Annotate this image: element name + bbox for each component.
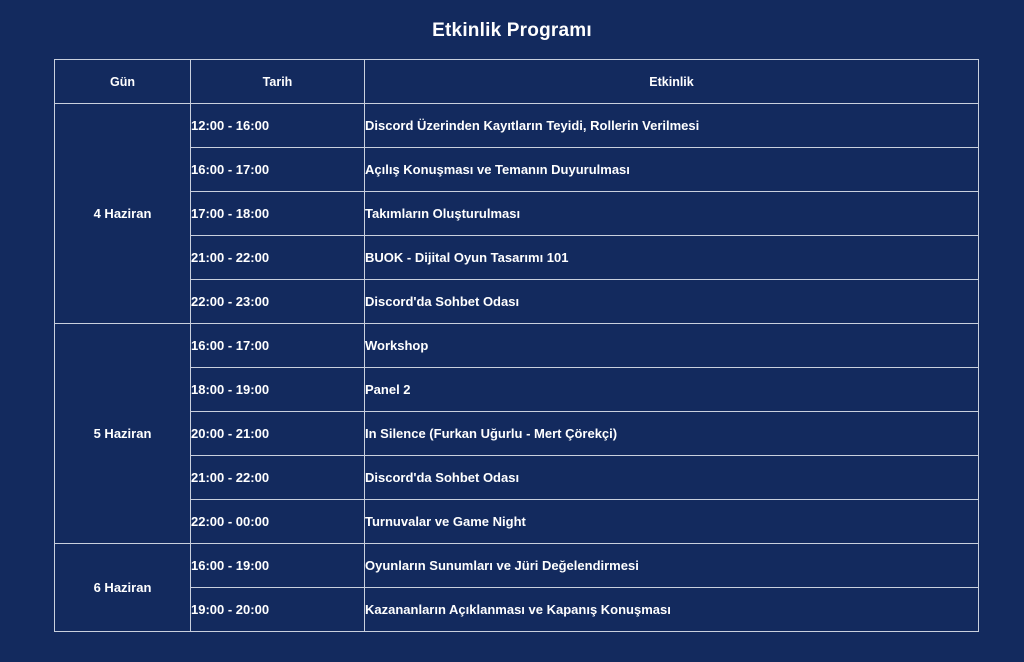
page-title: Etkinlik Programı <box>432 20 592 41</box>
event-cell: Discord Üzerinden Kayıtların Teyidi, Rollerin Verilmesi <box>365 104 979 148</box>
time-cell: 17:00 - 18:00 <box>191 192 365 236</box>
event-cell: Kazananların Açıklanması ve Kapanış Konuşması <box>365 588 979 632</box>
header-time: Tarih <box>191 60 365 104</box>
time-cell: 21:00 - 22:00 <box>191 456 365 500</box>
day-cell: 4 Haziran <box>55 104 191 324</box>
table-row <box>55 148 979 192</box>
header-day: Gün <box>55 60 191 104</box>
table-header-row <box>55 60 979 104</box>
day-cell: 6 Haziran <box>55 544 191 632</box>
table-row <box>55 368 979 412</box>
table-row <box>55 280 979 324</box>
table-row <box>55 456 979 500</box>
time-cell: 16:00 - 19:00 <box>191 544 365 588</box>
time-cell: 16:00 - 17:00 <box>191 148 365 192</box>
table-row <box>55 236 979 280</box>
event-cell: Discord'da Sohbet Odası <box>365 280 979 324</box>
event-cell: Workshop <box>365 324 979 368</box>
schedule-table <box>54 59 979 632</box>
time-cell: 22:00 - 00:00 <box>191 500 365 544</box>
time-cell: 12:00 - 16:00 <box>191 104 365 148</box>
day-cell: 5 Haziran <box>55 324 191 544</box>
event-cell: Takımların Oluşturulması <box>365 192 979 236</box>
event-cell: Panel 2 <box>365 368 979 412</box>
event-cell: Discord'da Sohbet Odası <box>365 456 979 500</box>
time-cell: 19:00 - 20:00 <box>191 588 365 632</box>
table-row <box>55 544 979 588</box>
event-cell: Oyunların Sunumları ve Jüri Değelendirmesi <box>365 544 979 588</box>
table-row <box>55 500 979 544</box>
time-cell: 21:00 - 22:00 <box>191 236 365 280</box>
table-row <box>55 104 979 148</box>
event-cell: BUOK - Dijital Oyun Tasarımı 101 <box>365 236 979 280</box>
event-cell: In Silence (Furkan Uğurlu - Mert Çörekçi) <box>365 412 979 456</box>
header-event: Etkinlik <box>365 60 979 104</box>
time-cell: 16:00 - 17:00 <box>191 324 365 368</box>
table-row <box>55 588 979 632</box>
table-row <box>55 412 979 456</box>
event-cell: Turnuvalar ve Game Night <box>365 500 979 544</box>
table-row <box>55 324 979 368</box>
time-cell: 20:00 - 21:00 <box>191 412 365 456</box>
event-cell: Açılış Konuşması ve Temanın Duyurulması <box>365 148 979 192</box>
time-cell: 18:00 - 19:00 <box>191 368 365 412</box>
table-row <box>55 192 979 236</box>
time-cell: 22:00 - 23:00 <box>191 280 365 324</box>
